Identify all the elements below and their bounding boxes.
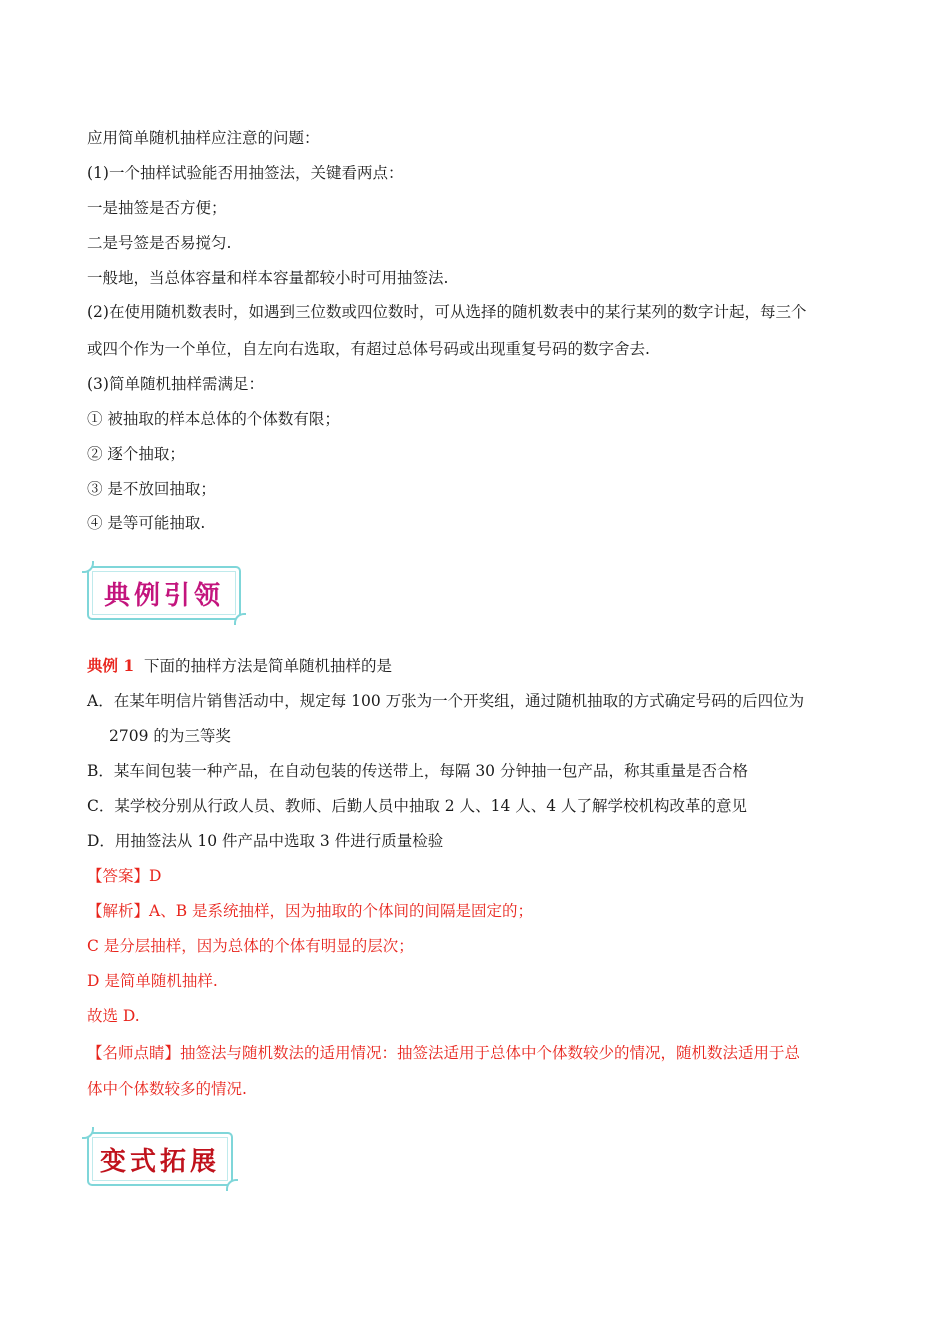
option-c: C．某学校分别从行政人员、教师、后勤人员中抽取 2 人、14 人、4 人了解学校机构改革的意见 bbox=[87, 797, 748, 815]
analysis-line3: D 是简单随机抽样. bbox=[87, 972, 218, 990]
point-2-line1: (2)在使用随机数表时，如遇到三位数或四位数时，可从选择的随机数表中的某行某列的数字计起，每三个 bbox=[87, 303, 807, 321]
example-question-text: 下面的抽样方法是简单随机抽样的是 bbox=[144, 657, 393, 675]
banner-title: 变式拓展 bbox=[99, 1146, 220, 1177]
analysis-line2: C 是分层抽样，因为总体的个体有明显的层次； bbox=[87, 937, 414, 955]
example-label: 典例 1 bbox=[87, 656, 135, 675]
point-1c: 一般地，当总体容量和样本容量都较小时可用抽签法. bbox=[87, 269, 449, 287]
point-3: (3)简单随机抽样需满足： bbox=[87, 375, 264, 393]
intro-title: 应用简单随机抽样应注意的问题： bbox=[87, 129, 320, 147]
condition-4: ④ 是等可能抽取. bbox=[87, 514, 206, 532]
point-1b: 二是号签是否易搅匀. bbox=[87, 234, 232, 252]
option-d: D．用抽签法从 10 件产品中选取 3 件进行质量检验 bbox=[87, 832, 444, 850]
point-1a: 一是抽签是否方便； bbox=[87, 199, 227, 217]
analysis-line4: 故选 D. bbox=[87, 1007, 140, 1025]
tip-line1: 【名师点睛】抽签法与随机数法的适用情况：抽签法适用于总体中个体数较少的情况，随机数法适用于总 bbox=[87, 1044, 801, 1062]
option-b: B．某车间包装一种产品，在自动包装的传送带上，每隔 30 分钟抽一包产品，称其重量是否合格 bbox=[87, 762, 748, 780]
condition-3: ③ 是不放回抽取； bbox=[87, 480, 216, 498]
condition-1: ① 被抽取的样本总体的个体数有限； bbox=[87, 410, 340, 428]
banner-title: 典例引领 bbox=[103, 580, 224, 611]
section-banner-variation bbox=[87, 1132, 233, 1186]
analysis-line1: 【解析】A、B 是系统抽样，因为抽取的个体间的间隔是固定的； bbox=[87, 902, 534, 920]
section-banner-example bbox=[87, 566, 241, 620]
option-a-line2: 2709 的为三等奖 bbox=[109, 727, 231, 745]
example-question bbox=[87, 656, 392, 676]
point-2-line2: 或四个作为一个单位，自左向右选取，有超过总体号码或出现重复号码的数字舍去. bbox=[87, 340, 650, 358]
point-1: (1)一个抽样试验能否用抽签法，关键看两点： bbox=[87, 164, 404, 182]
option-a-line1: A．在某年明信片销售活动中，规定每 100 万张为一个开奖组，通过随机抽取的方式确定号码的后四位为 bbox=[87, 692, 805, 710]
answer: 【答案】D bbox=[87, 867, 162, 885]
tip-line2: 体中个体数较多的情况. bbox=[87, 1080, 247, 1098]
condition-2: ② 逐个抽取； bbox=[87, 445, 185, 463]
